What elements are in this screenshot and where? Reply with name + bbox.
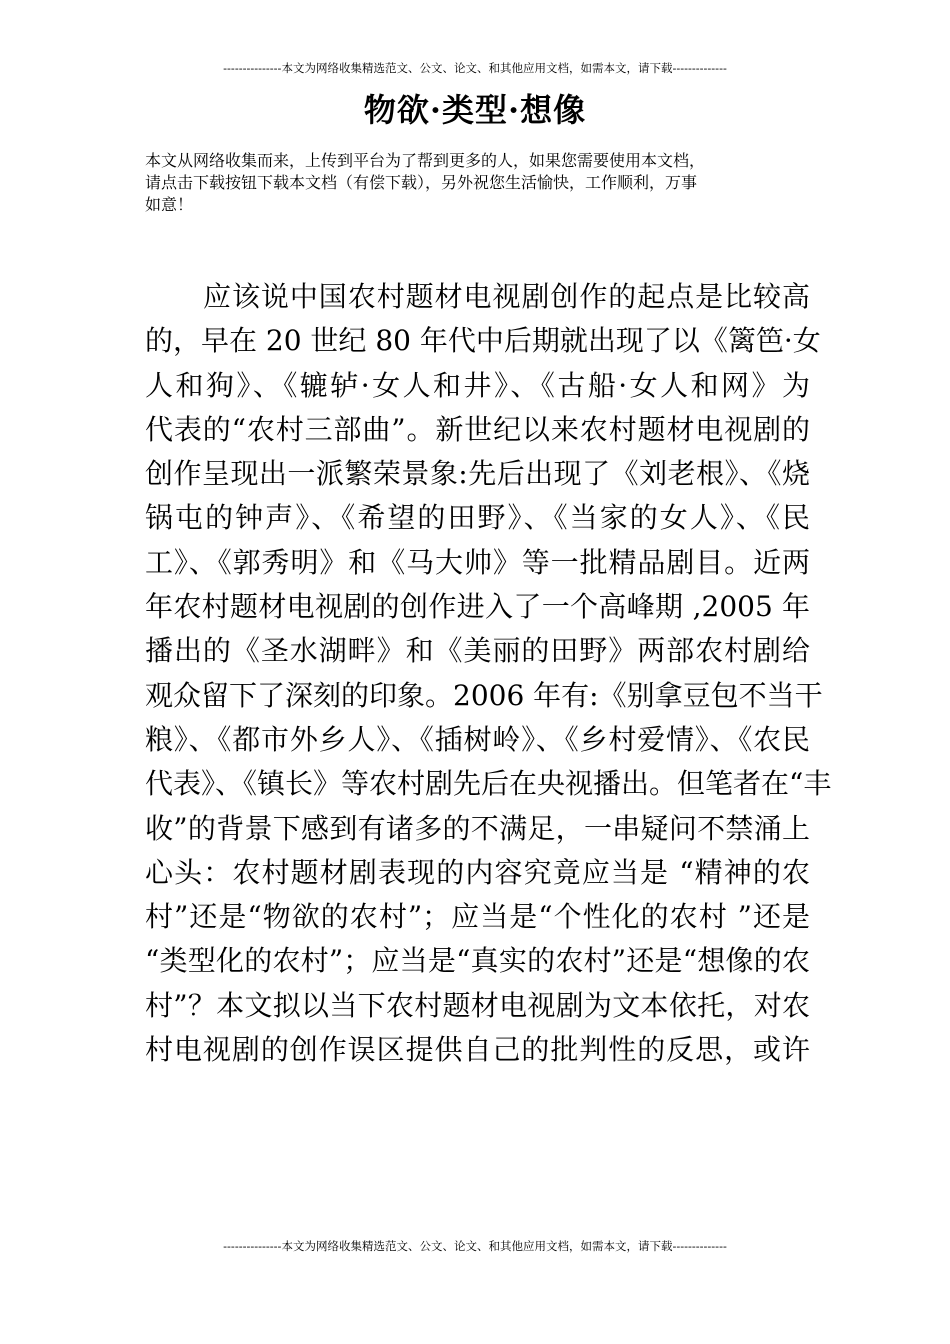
body-line: 观众留下了深刻的印象。2006 年有:《别拿豆包不当干 bbox=[145, 678, 823, 712]
body-line: 工》、《郭秀明》和《马大帅》等一批精品剧目。近两 bbox=[145, 545, 810, 579]
footer-note: ---------------本文为网络收集精选范文、公文、论文、和其他应用文档，如需本文，请下载-------------- bbox=[223, 1239, 727, 1253]
body-line: “类型化的农村”；应当是“真实的农村”还是“想像的农 bbox=[145, 944, 810, 978]
body-line: 锅屯的钟声》、《希望的田野》、《当家的女人》、《民 bbox=[145, 501, 810, 535]
body-line: 粮》、《都市外乡人》、《插树岭》、《乡村爱情》、《农民 bbox=[145, 722, 810, 756]
intro-line: 请点击下载按钮下载本文档（有偿下载），另外祝您生活愉快，工作顺利，万事 bbox=[145, 173, 698, 192]
body-line: 创作呈现出一派繁荣景象:先后出现了《刘老根》、《烧 bbox=[145, 457, 810, 491]
body-line: 人和狗》、《辘轳·女人和井》、《古船·女人和网》为 bbox=[145, 368, 810, 402]
document-title: 物欲·类型·想像 bbox=[363, 91, 587, 129]
intro-paragraph bbox=[145, 150, 810, 216]
body-line: 的，早在 20 世纪 80 年代中后期就出现了以《篱笆·女 bbox=[145, 324, 821, 358]
body-paragraph bbox=[145, 275, 832, 1072]
header-note: ---------------本文为网络收集精选范文、公文、论文、和其他应用文档，如需本文，请下载-------------- bbox=[223, 61, 727, 75]
body-line: 代表的“农村三部曲”。新世纪以来农村题材电视剧的 bbox=[145, 412, 810, 446]
body-line: 村电视剧的创作误区提供自己的批判性的反思，或许 bbox=[145, 1033, 810, 1067]
body-line: 代表》、《镇长》等农村剧先后在央视播出。但笔者在“丰 bbox=[145, 767, 832, 801]
body-line: 村”还是“物欲的农村”；应当是“个性化的农村 ”还是 bbox=[145, 900, 810, 934]
body-line: 播出的《圣水湖畔》和《美丽的田野》两部农村剧给 bbox=[145, 634, 810, 668]
body-line: 村”？本文拟以当下农村题材电视剧为文本依托，对农 bbox=[145, 988, 810, 1022]
intro-line: 如意！ bbox=[145, 195, 194, 214]
body-line: 年农村题材电视剧的创作进入了一个高峰期 ,2005 年 bbox=[145, 590, 810, 624]
intro-line: 本文从网络收集而来，上传到平台为了帮到更多的人，如果您需要使用本文档， bbox=[145, 151, 706, 170]
body-line: 心头：农村题材剧表现的内容究竟应当是 “精神的农 bbox=[145, 855, 810, 889]
body-line: 收”的背景下感到有诸多的不满足，一串疑问不禁涌上 bbox=[145, 811, 810, 845]
body-line: 应该说中国农村题材电视剧创作的起点是比较高 bbox=[203, 280, 810, 313]
